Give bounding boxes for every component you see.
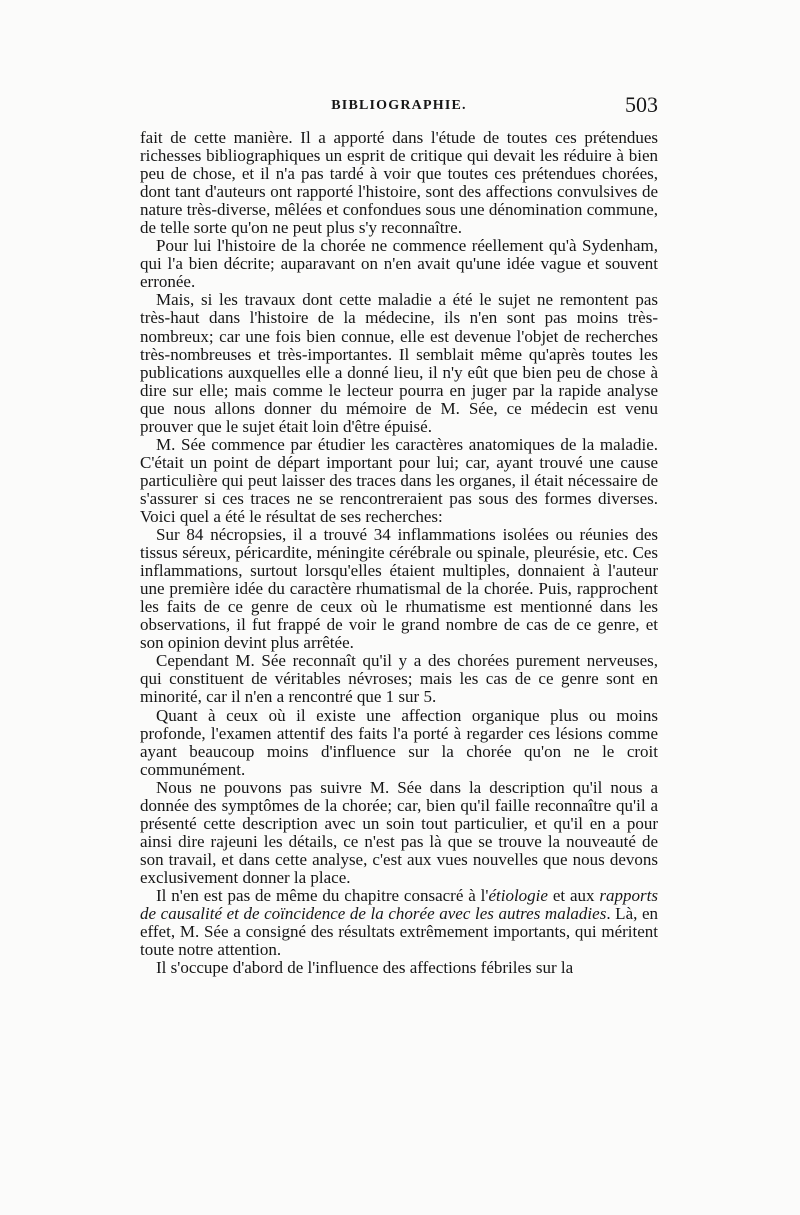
paragraph: Sur 84 nécropsies, il a trouvé 34 inflammations isolées ou réunies des tissus séreux, péricardite, méningite cérébrale ou spinale, pleurésie, etc. Ces inflammations, surtout lorsqu'elles étaient multiples, donnaient à l'auteur une première idée du caractère rhumatismal de la chorée. Puis, rapprochent les faits de ce genre de ceux où le rhumatisme est mentionné dans les observations, il fut frappé de voir le grand nombre de cas de ce genre, et son opinion devint plus arrêtée.: [140, 525, 658, 653]
paragraph: Il s'occupe d'abord de l'influence des affections fébriles sur la: [156, 958, 574, 978]
paragraph: Nous ne pouvons pas suivre M. Sée dans la description qu'il nous a donnée des symptômes de la chorée; car, bien qu'il faille reconnaître qu'il a présenté cette description avec un soin tout particulier, et qu'il en a pour ainsi dire rajeuni les détails, ce n'est pas là que se trouve la nouveauté de son travail, et dans cette analyse, c'est aux vues nouvelles que nous devons exclusivement donner la place.: [140, 777, 658, 887]
paragraph-etiologie: [140, 887, 658, 959]
paragraph: Pour lui l'histoire de la chorée ne commence réellement qu'à Sydenham, qui l'a bien décrite; auparavant on n'en avait qu'une idée vague et souvent erronée.: [140, 236, 658, 292]
paragraph: fait de cette manière. Il a apporté dans l'étude de toutes ces prétendues richesses bibliographiques un esprit de critique qui devait les réduire à bien peu de chose, et il n'a pas tardé à voir que toutes ces prétendues chorées, dont tant d'auteurs ont rapporté l'histoire, sont des affections convulsives de nature très-diverse, mêlées et confondues sous une dénomination commune, de telle sorte qu'on ne peut plus s'y reconnaître.: [140, 128, 658, 238]
paragraph: M. Sée commence par étudier les caractères anatomiques de la maladie. C'était un point de départ important pour lui; car, ayant trouvé une cause particulière qui peut laisser des traces dans les organes, il était nécessaire de s'assurer si ces traces ne se rencontreraient pas sous des formes diverses. Voici quel a été le résultat de ses recherches:: [140, 434, 658, 526]
running-title: BIBLIOGRAPHIE.: [331, 98, 467, 113]
text-run: et aux: [547, 885, 600, 905]
paragraph: Mais, si les travaux dont cette maladie a été le sujet ne remontent pas très-haut dans l'histoire de la médecine, ils n'en sont pas moins très-nombreux; car une fois bien connue, elle est devenue l'objet de recherches très-nombreuses et très-importantes. Il semblait même qu'après toutes les publications auxquelles elle a donné lieu, il n'y eût que bien peu de chose à dire sur elle; mais comme le lecteur pourra en juger par la rapide analyse que nous allons donner du mémoire de M. Sée, ce médecin est venu prouver que le sujet était loin d'être épuisé.: [140, 290, 658, 436]
running-head: [140, 92, 658, 122]
page-number: 503: [625, 92, 658, 117]
text-run: Il n'en est pas de même du chapitre consacré à l': [156, 885, 489, 905]
paragraph: Cependant M. Sée reconnaît qu'il y a des chorées purement nerveuses, qui constituent de véritables névroses; mais les cas de ce genre sont en minorité, car il n'en a rencontré que 1 sur 5.: [140, 651, 658, 707]
body-text: [140, 129, 658, 977]
paragraph: Quant à ceux où il existe une affection organique plus ou moins profonde, l'examen attentif des faits l'a porté à regarder ces lésions comme ayant beaucoup moins d'influence sur la chorée qu'on ne le croit communément.: [140, 705, 658, 779]
italic-term: rapports de causalité et de coïncidence de la chorée avec les autres maladies: [140, 885, 658, 924]
italic-term: étiologie: [488, 885, 548, 905]
text-run: . Là, en effet, M. Sée a consigné des résultats extrêmement importants, qui méritent toute notre attention.: [140, 904, 659, 960]
